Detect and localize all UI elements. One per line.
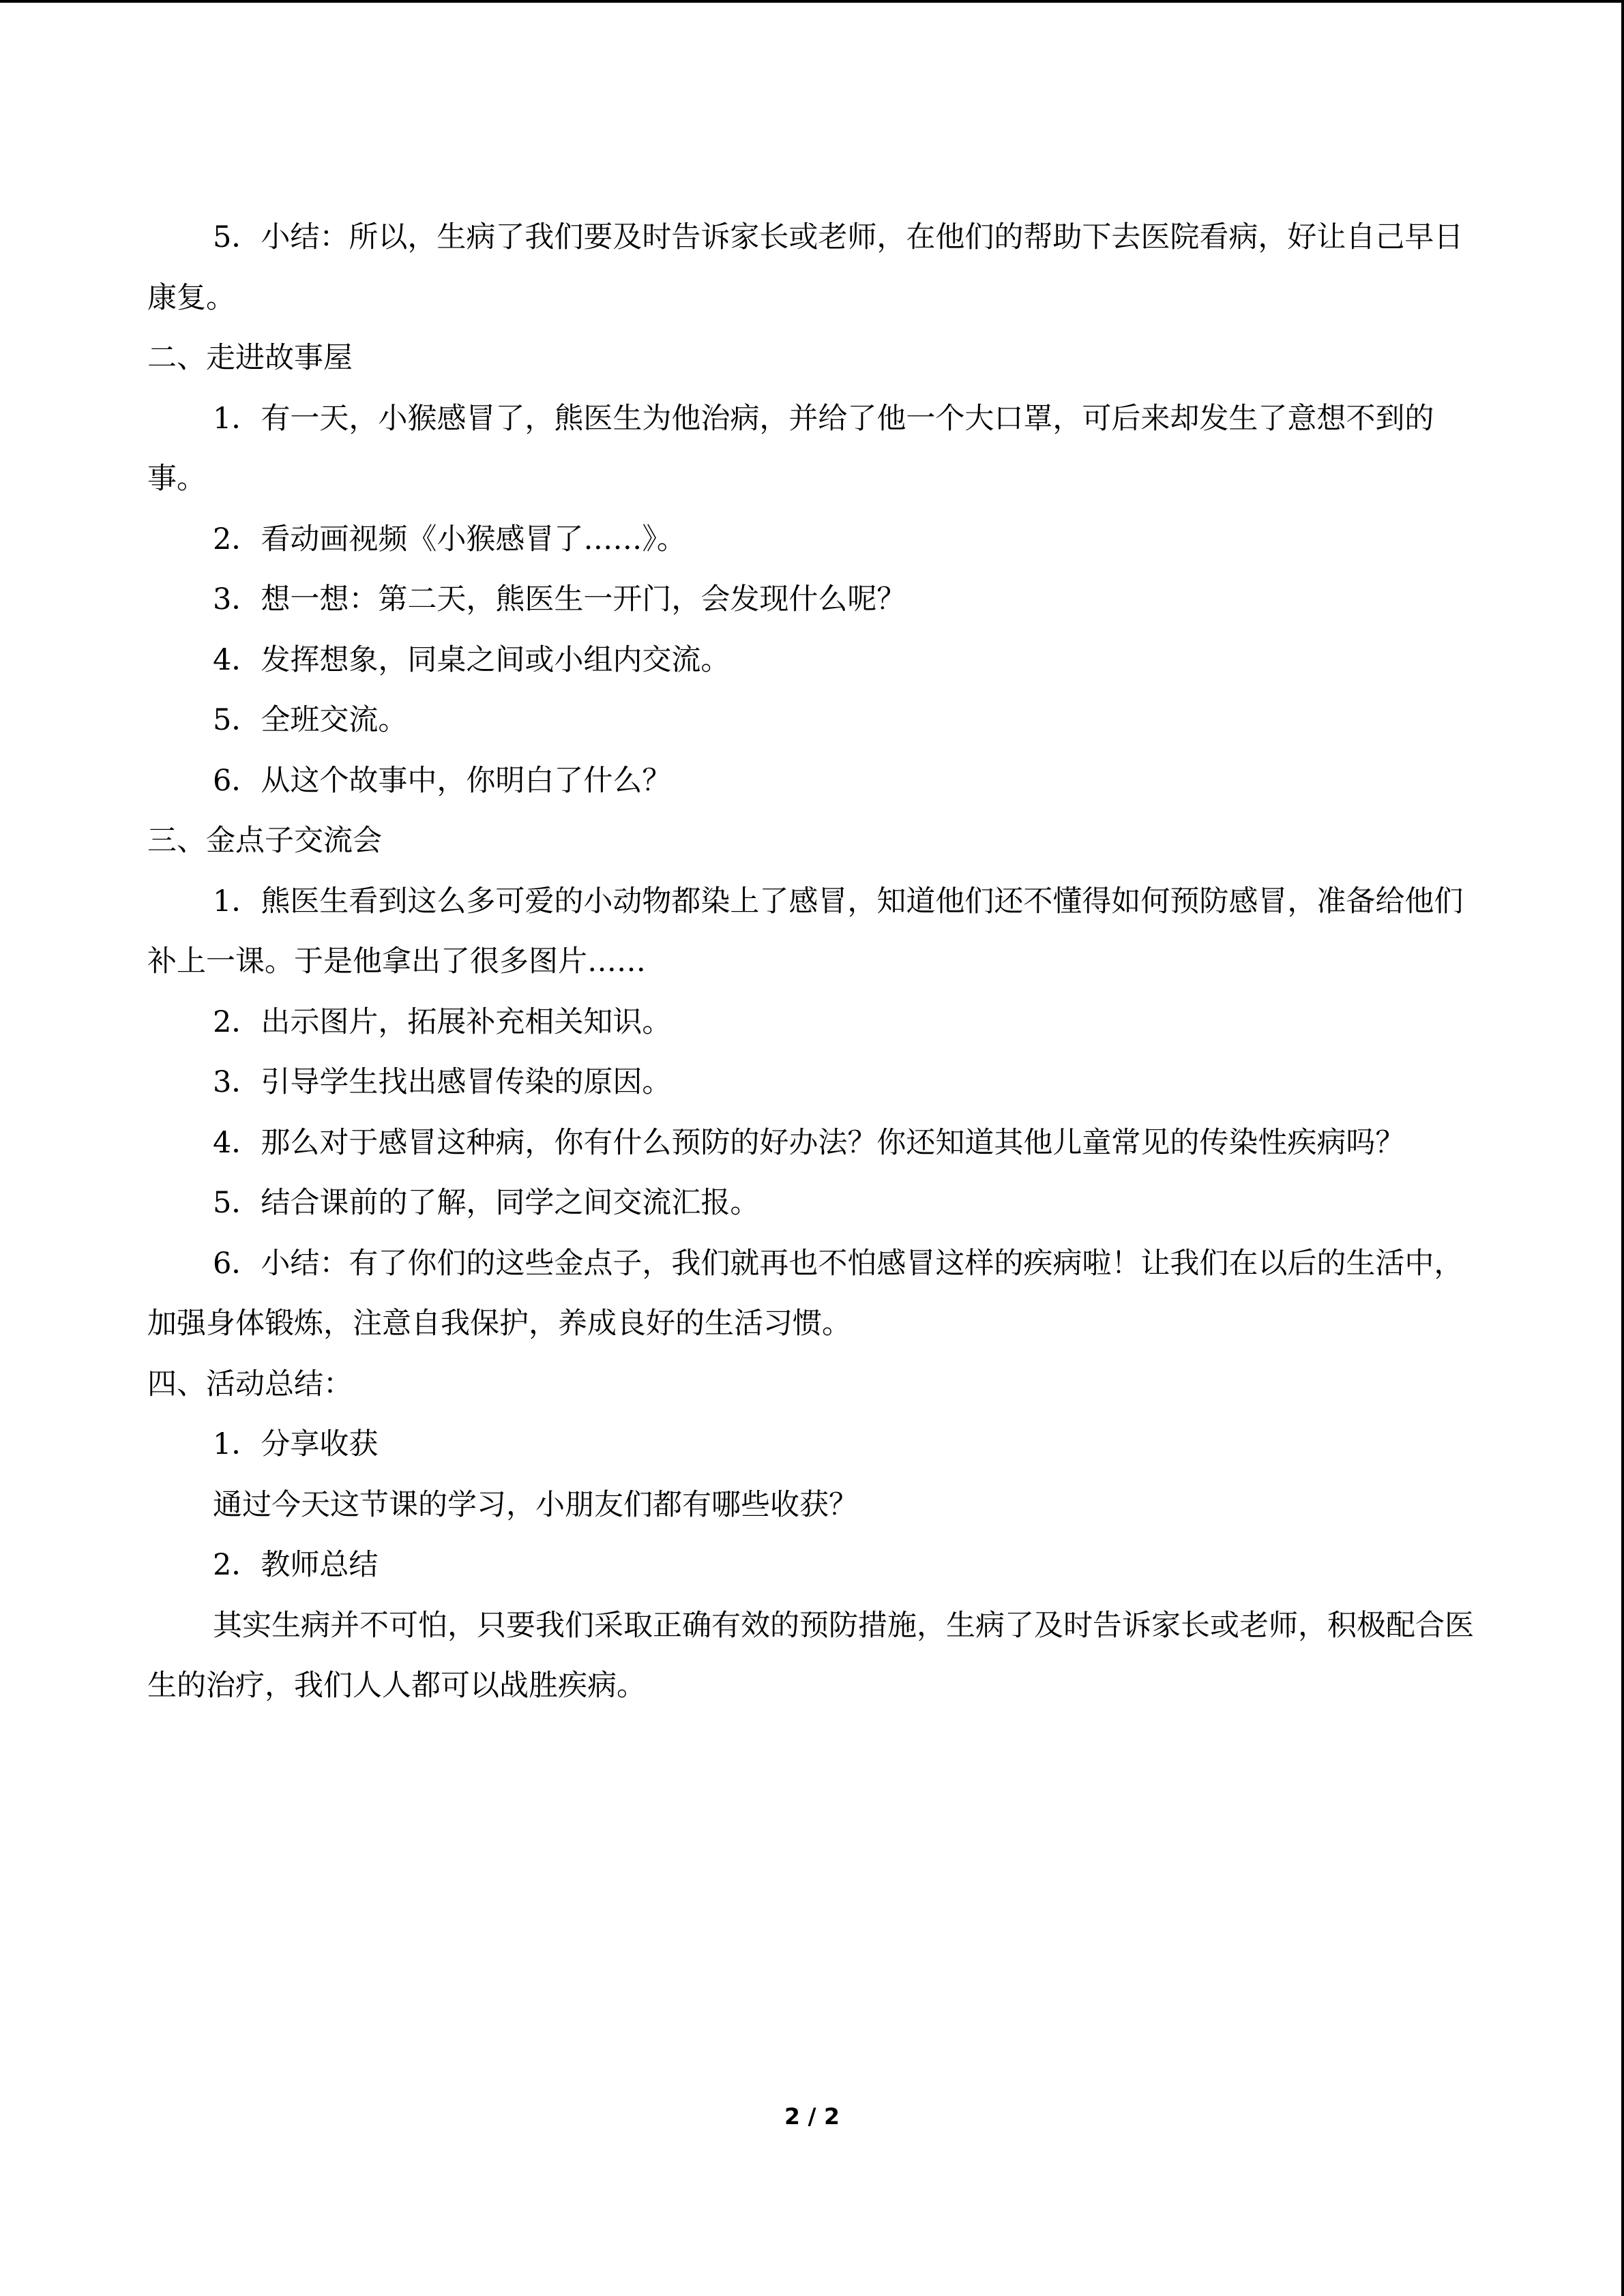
paragraph-ideas-1: 1．熊医生看到这么多可爱的小动物都染上了感冒，知道他们还不懂得如何预防感冒，准备给他们补上一课。于是他拿出了很多图片……: [147, 884, 1464, 979]
paragraph-ideas-4: 4．那么对于感冒这种病，你有什么预防的好办法？你还知道其他儿童常见的传染性疾病吗？: [213, 1125, 1405, 1160]
paragraph-summary-1: 5．小结：所以，生病了我们要及时告诉家长或老师，在他们的帮助下去医院看病，好让自己早日康复。: [147, 220, 1464, 315]
paragraph-teacher-summary: 2．教师总结: [213, 1548, 379, 1582]
paragraph-ideas-5: 5．结合课前的了解，同学之间交流汇报。: [213, 1186, 760, 1220]
paragraph-story-3: 3．想一想：第二天，熊医生一开门，会发现什么呢？: [213, 582, 906, 616]
paragraph-ideas-3: 3．引导学生找出感冒传染的原因。: [213, 1065, 672, 1099]
document-body: [147, 207, 1477, 1716]
paragraph-summary-share: 1．分享收获: [213, 1427, 379, 1461]
paragraph-closing: 其实生病并不可怕，只要我们采取正确有效的预防措施，生病了及时告诉家长或老师，积极配合医生的治疗，我们人人都可以战胜疾病。: [147, 1608, 1474, 1703]
paragraph-story-4: 4．发挥想象，同桌之间或小组内交流。: [213, 642, 730, 677]
paragraph-story-1: 1．有一天，小猴感冒了，熊医生为他治病，并给了他一个大口罩，可后来却发生了意想不到的事。: [147, 401, 1434, 496]
paragraph-ideas-6: 6．小结：有了你们的这些金点子，我们就再也不怕感冒这样的疾病啦！让我们在以后的生活中，加强身体锻炼，注意自我保护，养成良好的生活习惯。: [147, 1246, 1464, 1341]
paragraph-story-5: 5．全班交流。: [213, 703, 408, 737]
paragraph-story-2: 2．看动画视频《小猴感冒了……》。: [213, 522, 686, 556]
paragraph-ideas-2: 2．出示图片，拓展补充相关知识。: [213, 1004, 672, 1039]
section-heading-golden-ideas: 三、金点子交流会: [147, 824, 382, 858]
page-number: 2 / 2: [784, 2103, 840, 2130]
section-heading-story-house: 二、走进故事屋: [147, 341, 353, 375]
paragraph-story-6: 6．从这个故事中，你明白了什么？: [213, 763, 672, 798]
section-heading-activity-summary: 四、活动总结：: [147, 1367, 353, 1401]
paragraph-summary-question: 通过今天这节课的学习，小朋友们都有哪些收获？: [213, 1487, 858, 1522]
